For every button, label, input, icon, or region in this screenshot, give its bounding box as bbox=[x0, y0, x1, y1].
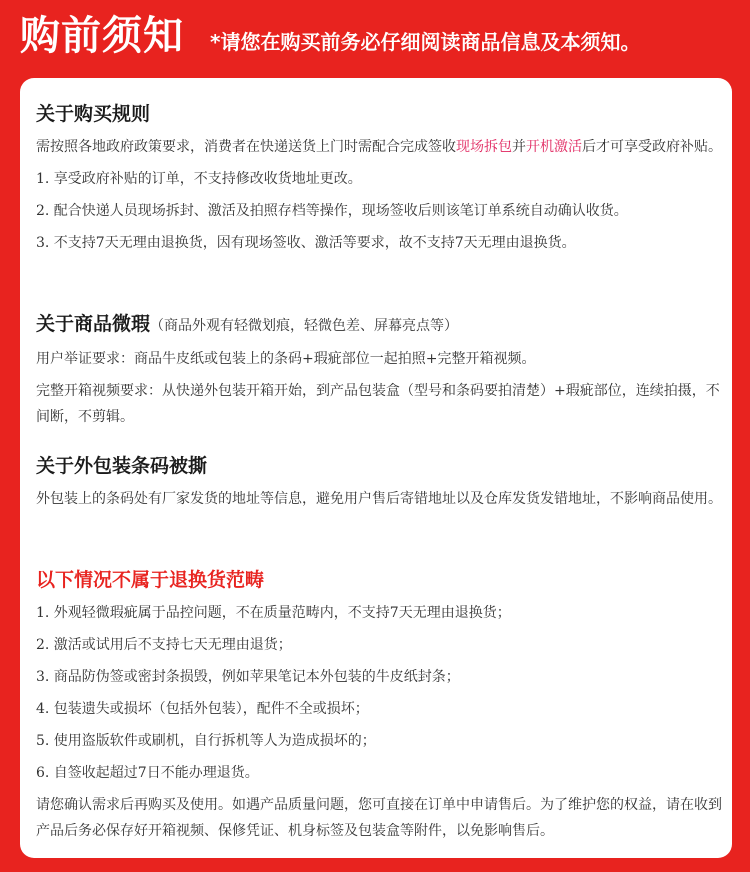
exclusions-title: 以下情况不属于退换货范畴 bbox=[36, 569, 265, 591]
exclusion-item: 3. 商品防伪签或密封条损毁，例如苹果笔记本外包装的牛皮纸封条； bbox=[36, 669, 460, 685]
barcode-text: 外包装上的条码处有厂家发货的地址等信息，避免用户售后寄错地址以及仓库发货发错地址，不影响商品使用。 bbox=[36, 491, 722, 507]
barcode-section bbox=[36, 452, 726, 518]
intro-connector: 并 bbox=[512, 139, 526, 155]
header-note: *请您在购买前务必仔细阅读商品信息及本须知。 bbox=[210, 30, 641, 54]
purchase-rules-title: 关于购买规则 bbox=[36, 103, 151, 125]
exclusions-section bbox=[36, 566, 726, 792]
exclusion-item: 5. 使用盗版软件或刷机，自行拆机等人为造成损坏的； bbox=[36, 733, 376, 749]
defects-subtitle: （商品外观有轻微划痕，轻微色差、屏幕亮点等） bbox=[150, 318, 459, 334]
defects-proof-requirement: 用户举证要求：商品牛皮纸或包装上的条码+瑕疵部位一起拍照+完整开箱视频。 bbox=[36, 351, 536, 367]
intro-tail: 后才可享受政府补贴。 bbox=[582, 139, 722, 155]
purchase-rule-item: 3. 不支持7天无理由退换货，因有现场签收、激活等要求，故不支持7天无理由退换货。 bbox=[36, 235, 576, 251]
barcode-title: 关于外包装条码被撕 bbox=[36, 455, 208, 477]
footer-section bbox=[36, 792, 726, 844]
defects-video-requirement: 完整开箱视频要求：从快递外包装开箱开始，到产品包装盒（型号和条码要拍清楚）+瑕疵部位，连续拍摄，不间断，不剪辑。 bbox=[36, 383, 720, 425]
exclusion-item: 4. 包装遗失或损坏（包括外包装），配件不全或损坏； bbox=[36, 701, 369, 717]
intro-text: 需按照各地政府政策要求，消费者在快递送货上门时需配合完成签收 bbox=[36, 139, 456, 155]
highlight-unpack: 现场拆包 bbox=[456, 139, 512, 155]
footer-text: 请您确认需求后再购买及使用。如遇产品质量问题，您可直接在订单中申请售后。为了维护您的权益，请在收到产品后务必保存好开箱视频、保修凭证、机身标签及包装盒等附件，以免影响售后。 bbox=[36, 797, 722, 839]
defects-title bbox=[36, 310, 726, 340]
exclusion-item: 6. 自签收起超过7日不能办理退货。 bbox=[36, 765, 259, 781]
exclusion-item: 2. 激活或试用后不支持七天无理由退货； bbox=[36, 637, 292, 653]
exclusion-item: 1. 外观轻微瑕疵属于品控问题，不在质量范畴内，不支持7天无理由退换货； bbox=[36, 605, 511, 621]
purchase-rule-item: 1. 享受政府补贴的订单，不支持修改收货地址更改。 bbox=[36, 171, 362, 187]
defects-section bbox=[36, 310, 726, 436]
header bbox=[0, 0, 750, 75]
purchase-rules-section bbox=[36, 100, 726, 262]
purchase-rules-intro bbox=[36, 134, 726, 160]
highlight-activate: 开机激活 bbox=[526, 139, 582, 155]
defects-title-text: 关于商品微瑕 bbox=[36, 313, 151, 335]
page-title: 购前须知 bbox=[20, 13, 184, 59]
purchase-rule-item: 2. 配合快递人员现场拆封、激活及拍照存档等操作，现场签收后则该笔订单系统自动确认收货。 bbox=[36, 203, 628, 219]
notice-card bbox=[20, 78, 732, 858]
